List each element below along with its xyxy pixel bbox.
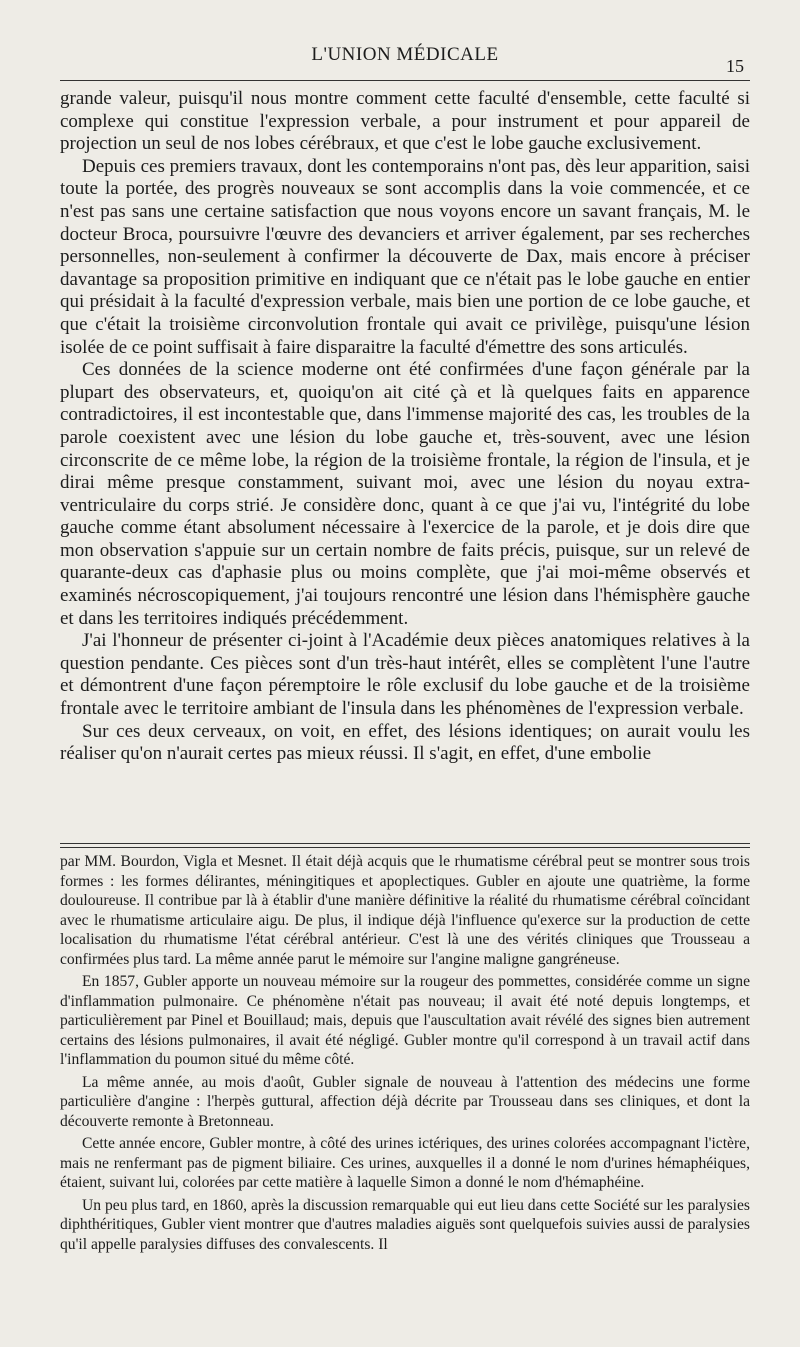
page-number: 15: [726, 56, 744, 76]
note-paragraph-1: par MM. Bourdon, Vigla et Mesnet. Il était déjà acquis que le rhumatisme cérébral peut se montrer sous trois formes : les formes délirantes, méningitiques et apoplectiques. Gubler en ajoute une quatrième, la forme douloureuse. Il contribue par là à établir d'une manière définitive la réalité du rhumatisme cérébral coïncidant avec le rhumatisme articulaire aigu. De plus, il indique déjà l'influence qu'exerce sur la production de cette localisation du rhumatisme l'état cérébral antérieur. C'est là une des vérités cliniques que Trousseau a confirmées plus tard. La même année parut le mémoire sur l'angine maligne gangréneuse.: [60, 853, 750, 968]
running-title: L'UNION MÉDICALE: [311, 44, 499, 65]
note-paragraph-5: Un peu plus tard, en 1860, après la discussion remarquable qui eut lieu dans cette Société sur les paralysies diphthéritiques, Gubler vient montrer que d'autres maladies aiguës sont quelquefois suivies aussi de paralysies qu'il appelle paralysies diffuses des convalescents. Il: [60, 1196, 750, 1253]
note-paragraph-3: La même année, au mois d'août, Gubler signale de nouveau à l'attention des médecins une forme particulière d'angine : l'herpès guttural, affection déjà décrite par Trousseau dans ses cliniques, et dont la découverte remonte à Bretonneau.: [60, 1073, 750, 1130]
feuilleton-text: [60, 852, 750, 1257]
main-text: [60, 88, 750, 766]
main-paragraph-4: J'ai l'honneur de présenter ci-joint à l'Académie deux pièces anatomiques relatives à la question pendante. Ces pièces sont d'un très-haut intérêt, elles se complètent l'une l'autre et démontrent d'une façon péremptoire le rôle exclusif du lobe gauche et de la troisième frontale avec le territoire ambiant de l'insula dans les phénomènes de l'expression verbale.: [60, 630, 750, 720]
main-paragraph-2: Depuis ces premiers travaux, dont les contemporains n'ont pas, dès leur apparition, saisi toute la portée, des progrès nouveaux se sont accomplis dans la voie commencée, et ce n'est pas sans une certaine satisfaction que nous voyons encore un savant français, M. le docteur Broca, poursuivre l'œuvre des devanciers et arriver également, par ses recherches personnelles, non-seulement à confirmer la découverte de Dax, mais encore à préciser davantage sa proposition primitive en indiquant que ce n'était pas le lobe gauche en entier qui présidait à la faculté d'expression verbale, mais bien une portion de ce lobe gauche, et que c'était la troisième circonvolution frontale qui avait ce privilège, puisqu'une lésion isolée de ce point suffisait à faire disparaitre la faculté d'émettre des sons articulés.: [60, 155, 750, 358]
main-paragraph-1: grande valeur, puisqu'il nous montre comment cette faculté d'ensemble, cette faculté si complexe qui constitue l'expression verbale, a pour instrument et pour appareil de projection un seul de nos lobes cérébraux, et que c'est le lobe gauche exclusivement.: [60, 88, 750, 155]
note-paragraph-4: Cette année encore, Gubler montre, à côté des urines ictériques, des urines colorées accompagnant l'ictère, mais ne renfermant pas de pigment biliaire. Ces urines, auxquelles il a donné le nom d'urines hémaphéiques, étaient, suivant lui, colorées par cette matière à laquelle Simon a donné le nom d'hémaphéine.: [60, 1135, 750, 1191]
section-divider: [60, 843, 750, 848]
page-header: [60, 42, 750, 78]
main-paragraph-5: Sur ces deux cerveaux, on voit, en effet, des lésions identiques; on aurait voulu les réaliser qu'on n'aurait certes pas mieux réussi. Il s'agit, en effet, d'une embolie: [60, 720, 750, 765]
note-paragraph-2: En 1857, Gubler apporte un nouveau mémoire sur la rougeur des pommettes, considérée comme un signe d'inflammation pulmonaire. Ce phénomène n'était pas nouveau; il avait été noté depuis longtemps, et particulièrement par Pinel et Bouillaud; mais, depuis que l'auscultation avait révélé des signes bien autrement certains des lésions pulmonaires, il avait été négligé. Gubler montre qu'il correspond à un travail actif dans l'inflammation du poumon situé du même côté.: [60, 973, 750, 1068]
main-paragraph-3: Ces données de la science moderne ont été confirmées d'une façon générale par la plupart des observateurs, et, quoiqu'on ait cité çà et là quelques faits en apparence contradictoires, il est incontestable que, dans l'immense majorité des cas, les troubles de la parole coexistent avec une lésion du lobe gauche et, très-souvent, avec une lésion circonscrite de ce même lobe, la région de la troisième frontale, la région de l'insula, et je dirai même presque constamment, suivant moi, avec une lésion du noyau extra-ventriculaire du corps strié. Je considère donc, quant à ce que j'ai vu, l'intégrité du lobe gauche comme étant absolument nécessaire à l'exercice de la parole, et je dois dire que mon observation s'appuie sur un certain nombre de faits précis, puisque, sur un relevé de quarante-deux cas d'aphasie plus ou moins complète, que j'ai moi-même observés et examinés nécroscopiquement, j'ai toujours rencontré une lésion dans l'hémisphère gauche et dans les territoires indiqués précédemment.: [60, 359, 750, 629]
header-rule: [60, 80, 750, 81]
